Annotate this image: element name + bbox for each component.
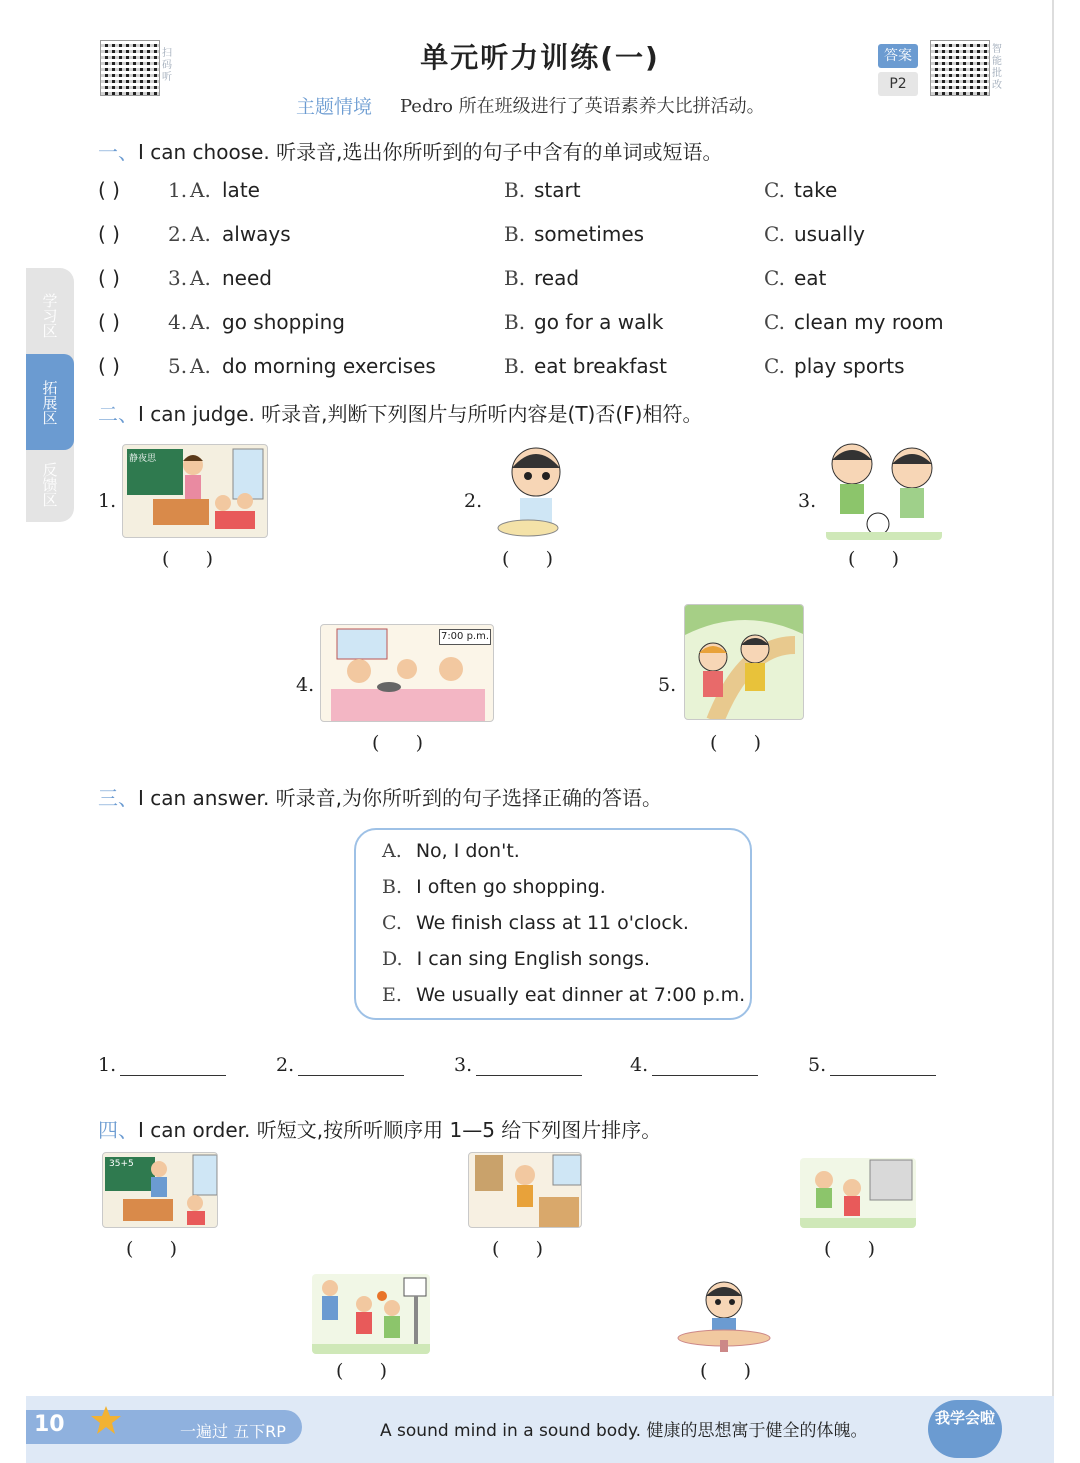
answer-paren[interactable]: ( ) xyxy=(98,178,120,202)
option-b: eat breakfast xyxy=(534,354,667,378)
girl-cleaning-illustration xyxy=(469,1153,582,1228)
blank-line[interactable] xyxy=(830,1056,936,1076)
girl-washing-picture xyxy=(494,440,578,540)
answer-paren[interactable]: ( ) xyxy=(848,548,900,570)
blank-number: 1. xyxy=(98,1054,117,1076)
option-text: I can sing English songs. xyxy=(416,948,650,970)
park-walk-picture xyxy=(684,604,804,720)
football-illustration xyxy=(826,440,942,540)
question-number: 5. xyxy=(168,354,188,378)
answer-paren[interactable]: ( ) xyxy=(372,732,424,754)
math-class-picture xyxy=(102,1152,218,1228)
option-text: We finish class at 11 o'clock. xyxy=(415,912,689,934)
option-letter: B. xyxy=(382,876,403,898)
girl-eating-illustration xyxy=(676,1276,772,1352)
option-a-label: A. xyxy=(190,178,211,202)
option-b-label: B. xyxy=(504,354,526,378)
section2-heading xyxy=(98,398,702,427)
answer-paren[interactable]: ( ) xyxy=(98,354,120,378)
wall-clock-label: 7:00 p.m. xyxy=(439,629,491,645)
question-row xyxy=(98,222,978,252)
option-b-label: B. xyxy=(504,310,526,334)
answer-paren[interactable]: ( ) xyxy=(98,310,120,334)
tab-feedback[interactable]: 反馈区 xyxy=(40,461,59,507)
star-mascot-icon xyxy=(90,1404,122,1436)
option-a: late xyxy=(222,178,260,202)
option-a-label: A. xyxy=(190,222,211,246)
answer-paren[interactable]: ( ) xyxy=(162,548,214,570)
qr-code-grading[interactable] xyxy=(930,40,990,96)
girl-cleaning-picture xyxy=(468,1152,582,1228)
theme-label: 主题情境 xyxy=(296,96,373,118)
picture-number: 1. xyxy=(98,490,117,512)
side-tabs xyxy=(26,268,74,522)
option-a-label: A. xyxy=(190,310,211,334)
question-row xyxy=(98,310,978,340)
option-a: go shopping xyxy=(222,310,345,334)
option-c: take xyxy=(794,178,838,202)
family-dinner-picture xyxy=(320,624,494,722)
learned-badge[interactable]: 我学会啦 xyxy=(928,1400,1002,1458)
section1-heading xyxy=(98,136,722,165)
classroom-picture xyxy=(122,444,268,538)
option-b: read xyxy=(534,266,580,290)
blank-number: 2. xyxy=(276,1054,295,1076)
blank-number: 5. xyxy=(808,1054,827,1076)
option-b: sometimes xyxy=(534,222,645,246)
option-a-label: A. xyxy=(190,354,211,378)
basketball-illustration xyxy=(312,1274,430,1354)
section4-num: 四、 xyxy=(98,1118,138,1142)
option-c: clean my room xyxy=(794,310,944,334)
section2-num: 二、 xyxy=(98,402,138,426)
option-text: I often go shopping. xyxy=(416,876,606,898)
option-letter: D. xyxy=(382,948,403,970)
option-b-label: B. xyxy=(504,222,526,246)
answer-badge[interactable]: 答案 xyxy=(878,44,918,68)
answer-page: P2 xyxy=(878,72,918,96)
girl-eating-picture xyxy=(676,1276,772,1352)
option-letter: E. xyxy=(382,984,402,1006)
picture-number: 4. xyxy=(296,674,315,696)
question-row xyxy=(98,266,978,296)
option-letter: C. xyxy=(382,912,402,934)
answer-option xyxy=(382,948,650,970)
page-title: 单元听力训练(一) xyxy=(420,41,660,74)
basketball-picture xyxy=(312,1274,430,1354)
qr-right-caption: 智能批改 xyxy=(992,44,1002,91)
answer-blank[interactable] xyxy=(808,1054,936,1076)
blank-line[interactable] xyxy=(476,1056,582,1076)
answer-paren[interactable]: ( ) xyxy=(492,1238,544,1260)
blank-number: 3. xyxy=(454,1054,473,1076)
option-c-label: C. xyxy=(764,222,785,246)
section1-title: I can choose. 听录音,选出你所听到的句子中含有的单词或短语。 xyxy=(138,140,723,164)
book-name: 一遍过 五下RP xyxy=(180,1422,286,1441)
option-text: We usually eat dinner at 7:00 p.m. xyxy=(415,984,746,1006)
question-number: 2. xyxy=(168,222,188,246)
playground-picture xyxy=(800,1158,916,1228)
option-c-label: C. xyxy=(764,354,785,378)
board-text: 35+5 xyxy=(109,1159,134,1169)
question-number: 4. xyxy=(168,310,188,334)
answer-paren[interactable]: ( ) xyxy=(336,1360,388,1382)
answer-option xyxy=(382,840,520,862)
answer-blank[interactable] xyxy=(630,1054,758,1076)
question-row xyxy=(98,354,978,384)
playground-illustration xyxy=(800,1158,916,1228)
option-c-label: C. xyxy=(764,310,785,334)
option-c-label: C. xyxy=(764,266,785,290)
option-b: start xyxy=(534,178,581,202)
answer-paren[interactable]: ( ) xyxy=(700,1360,752,1382)
page-number: 10 xyxy=(34,1412,65,1437)
section1-num: 一、 xyxy=(98,140,138,164)
option-b: go for a walk xyxy=(534,310,664,334)
section3-num: 三、 xyxy=(98,786,138,810)
football-picture xyxy=(826,440,942,540)
option-c: play sports xyxy=(794,354,905,378)
blank-number: 4. xyxy=(630,1054,649,1076)
footer-motto: A sound mind in a sound body. 健康的思想寓于健全的体魄。 xyxy=(380,1421,868,1441)
question-row xyxy=(98,178,978,208)
blank-line[interactable] xyxy=(120,1056,226,1076)
tab-study[interactable]: 学习区 xyxy=(40,292,59,338)
answer-option xyxy=(382,876,606,898)
answer-blank[interactable] xyxy=(454,1054,582,1076)
option-b-label: B. xyxy=(504,178,526,202)
option-c: usually xyxy=(794,222,865,246)
blank-line[interactable] xyxy=(298,1056,404,1076)
option-letter: A. xyxy=(382,840,402,862)
blank-line[interactable] xyxy=(652,1056,758,1076)
picture-number: 3. xyxy=(798,490,817,512)
option-a: do morning exercises xyxy=(222,354,436,378)
picture-number: 5. xyxy=(658,674,677,696)
option-a: need xyxy=(222,266,272,290)
answer-paren[interactable]: ( ) xyxy=(98,222,120,246)
answer-paren[interactable]: ( ) xyxy=(126,1238,178,1260)
board-text: 静夜思 xyxy=(129,454,157,464)
tab-extend[interactable]: 拓展区 xyxy=(26,354,74,450)
section4-title: I can order. 听短文,按所听顺序用 1—5 给下列图片排序。 xyxy=(138,1118,662,1142)
park-walk-illustration xyxy=(685,605,804,720)
girl-washing-illustration xyxy=(494,440,578,540)
option-text: No, I don't. xyxy=(415,840,520,862)
theme-text: Pedro 所在班级进行了英语素养大比拼活动。 xyxy=(400,96,765,117)
option-a-label: A. xyxy=(190,266,211,290)
answer-option xyxy=(382,912,689,934)
option-c: eat xyxy=(794,266,827,290)
section3-title: I can answer. 听录音,为你所听到的句子选择正确的答语。 xyxy=(138,786,663,810)
answer-options-box xyxy=(354,828,752,1020)
section2-title: I can judge. 听录音,判断下列图片与所听内容是(T)否(F)相符。 xyxy=(138,402,703,426)
option-a: always xyxy=(222,222,291,246)
answer-paren[interactable]: ( ) xyxy=(710,732,762,754)
answer-paren[interactable]: ( ) xyxy=(502,548,554,570)
option-c-label: C. xyxy=(764,178,785,202)
question-number: 1. xyxy=(168,178,188,202)
answer-paren[interactable]: ( ) xyxy=(824,1238,876,1260)
qr-left-caption: 扫码听 xyxy=(162,48,172,83)
answer-paren[interactable]: ( ) xyxy=(98,266,120,290)
picture-number: 2. xyxy=(464,490,483,512)
answer-blank[interactable] xyxy=(98,1054,226,1076)
answer-option xyxy=(382,984,745,1006)
section4-heading xyxy=(98,1114,661,1143)
option-b-label: B. xyxy=(504,266,526,290)
question-number: 3. xyxy=(168,266,188,290)
answer-blank[interactable] xyxy=(276,1054,404,1076)
section3-heading xyxy=(98,782,662,811)
